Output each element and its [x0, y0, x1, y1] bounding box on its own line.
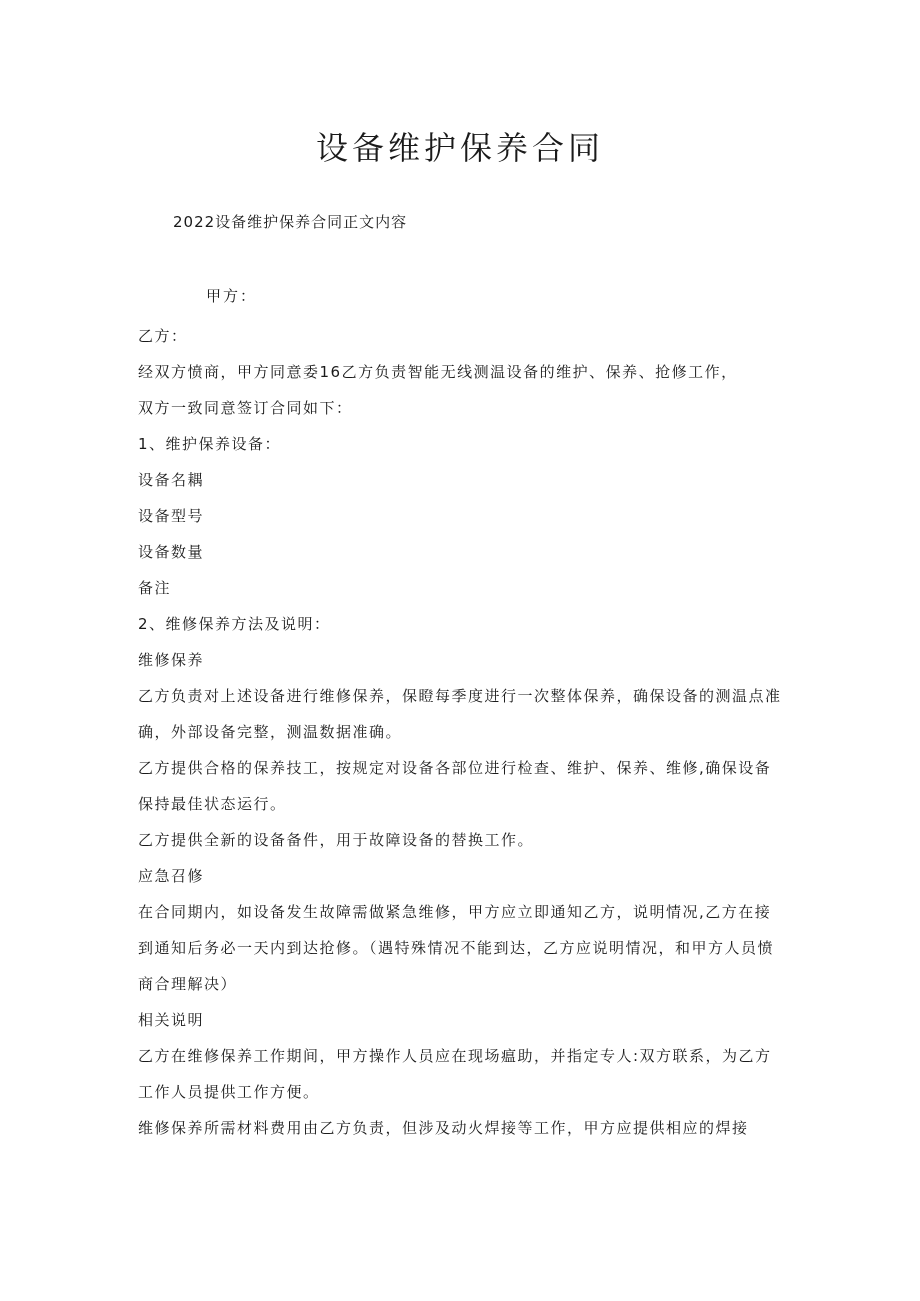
paragraph: 乙方提供合格的保养技工，按规定对设备各部位进行检查、维护、保养、维修,确保设备保持最佳状态运行。: [138, 759, 772, 813]
field-label: 备注: [138, 579, 172, 597]
subsection-heading: 相关说明: [138, 1011, 205, 1029]
party-a-label: 甲方：: [206, 287, 258, 305]
paragraph: 经双方愤商，甲方同意委16乙方负责智能无线测温设备的维护、保养、抢修工作，: [138, 363, 738, 381]
paragraph: 乙方提供全新的设备备件，用于故障设备的替换工作。: [138, 831, 535, 849]
paragraph: 维修保养所需材料费用由乙方负责，但涉及动火焊接等工作，甲方应提供相应的焊接: [138, 1119, 749, 1137]
document-title: 设备维护保养合同: [315, 129, 604, 167]
document-subtitle: 2022设备维护保养合同正文内容: [173, 213, 408, 231]
paragraph: 双方一致同意签订合同如下：: [138, 399, 353, 417]
subsection-heading: 应急召修: [138, 867, 205, 885]
party-b-label: 乙方：: [138, 327, 188, 345]
section-heading: 1、维护保养设备：: [138, 435, 282, 453]
section-heading: 2、维修保养方法及说明：: [138, 615, 331, 633]
field-label: 设备名耦: [138, 471, 205, 489]
contract-body: [138, 318, 782, 1146]
field-label: 设备数量: [138, 543, 205, 561]
paragraph: 乙方负责对上述设备进行维修保养，保瞪每季度进行一次整体保养，确保设备的测温点准确，外部设备完整，测温数据准确。: [138, 687, 782, 741]
field-label: 设备型号: [138, 507, 205, 525]
subsection-heading: 维修保养: [138, 651, 205, 669]
paragraph: 乙方在维修保养工作期间，甲方操作人员应在现场瘟助，并指定专人:双方联系，为乙方工作人员提供工作方便。: [138, 1047, 772, 1101]
paragraph: 在合同期内，如设备发生故障需做紧急维修，甲方应立即通知乙方，说明情况,乙方在接到通知后务必一天内到达抢修。（遇特殊情况不能到达，乙方应说明情况，和甲方人员愤商合理解决）: [138, 903, 775, 993]
